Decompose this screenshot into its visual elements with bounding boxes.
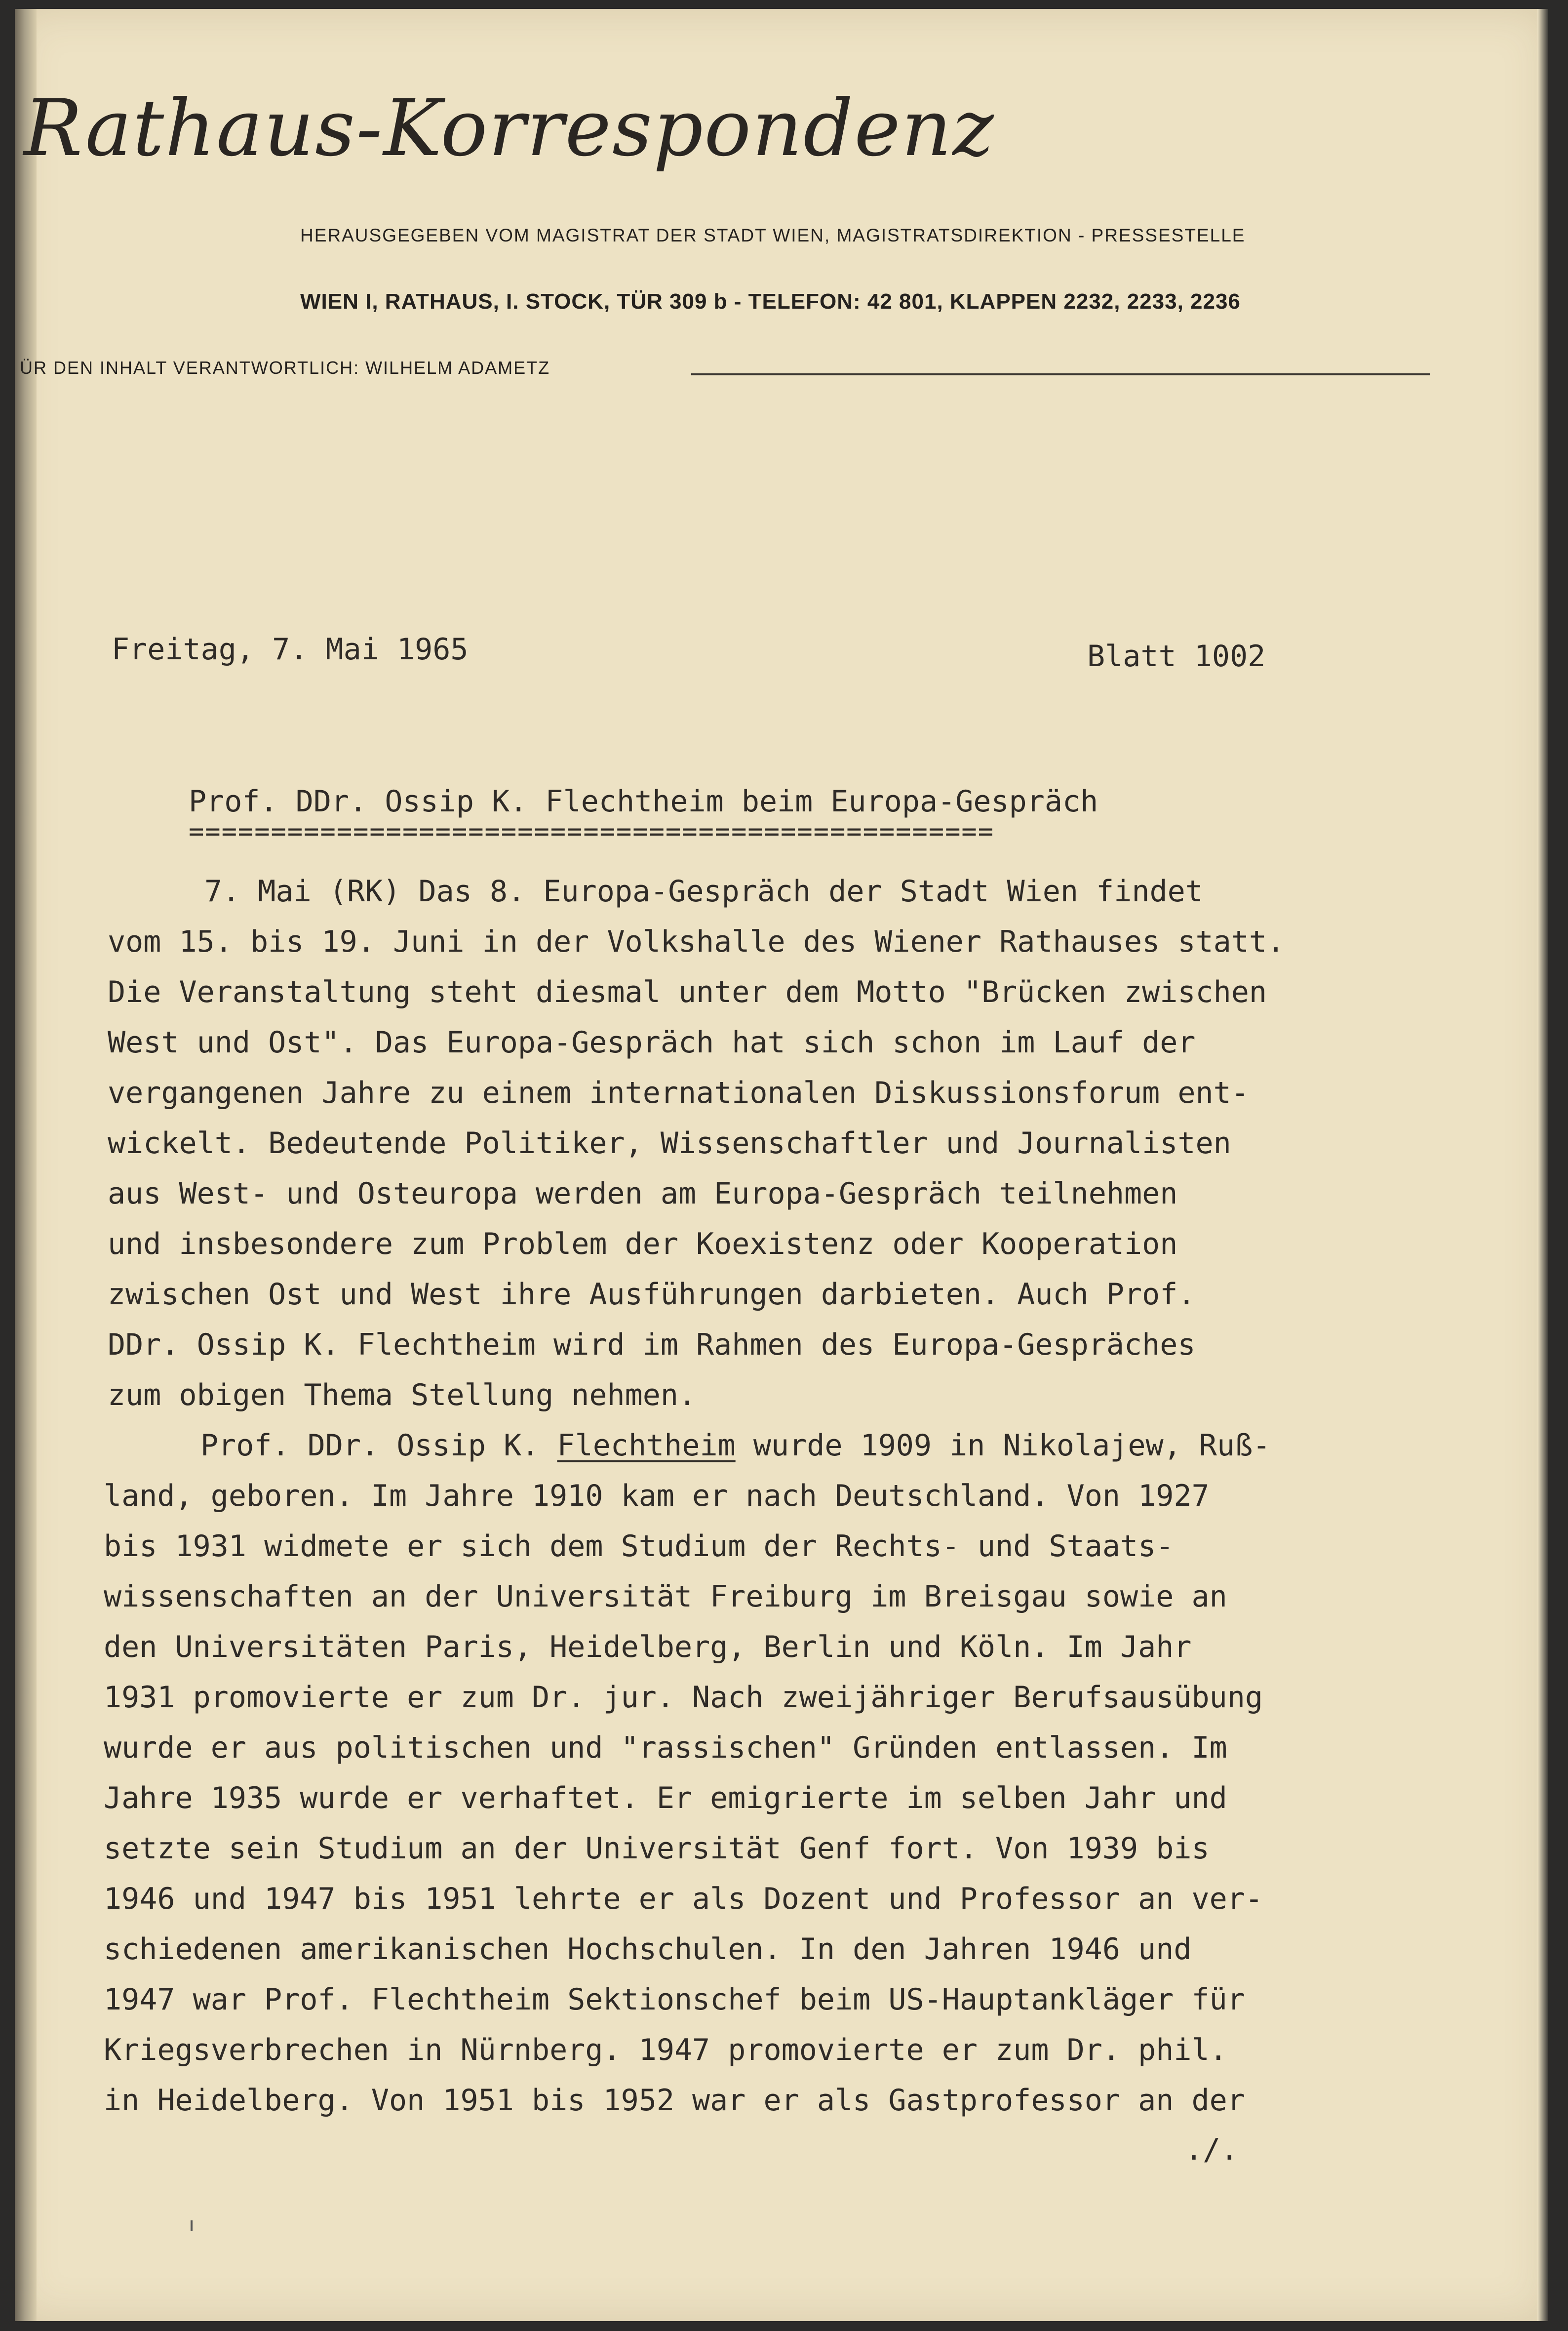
dateline: Freitag, 7. Mai 1965 (112, 632, 469, 667)
body-line: 7. Mai (RK) Das 8. Europa-Gespräch der Stadt Wien findet (204, 874, 1203, 909)
headline-rule: ================================================= (189, 817, 995, 846)
body-line: aus West- und Osteuropa werden am Europa-Gespräch teilnehmen (108, 1176, 1178, 1211)
publisher-line: HERAUSGEGEBEN VOM MAGISTRAT DER STADT WIEN, MAGISTRATSDIREKTION - PRESSESTELLE (300, 225, 1246, 245)
body-line: wickelt. Bedeutende Politiker, Wissenschaftler und Journalisten (108, 1126, 1231, 1161)
body-line: zwischen Ost und West ihre Ausführungen darbieten. Auch Prof. (108, 1277, 1196, 1312)
address-line: WIEN I, RATHAUS, I. STOCK, TÜR 309 b - TELEFON: 42 801, KLAPPEN 2232, 2233, 2236 (300, 289, 1241, 314)
body-line: den Universitäten Paris, Heidelberg, Berlin und Köln. Im Jahr (104, 1630, 1192, 1664)
bio-name: Flechtheim (557, 1428, 736, 1463)
body-line: wurde er aus politischen und "rassischen" Gründen entlassen. Im (104, 1730, 1227, 1765)
body-line: in Heidelberg. Von 1951 bis 1952 war er als Gastprofessor an der (104, 2083, 1245, 2118)
body-line: 1947 war Prof. Flechtheim Sektionschef beim US-Hauptankläger für (104, 1982, 1245, 2017)
body-line: schiedenen amerikanischen Hochschulen. In den Jahren 1946 und (104, 1932, 1192, 1967)
body-line: land, geboren. Im Jahre 1910 kam er nach Deutschland. Von 1927 (104, 1479, 1210, 1513)
body-line: Kriegsverbrechen in Nürnberg. 1947 promovierte er zum Dr. phil. (104, 2033, 1227, 2067)
body-line: wissenschaften an der Universität Freiburg im Breisgau sowie an (104, 1579, 1227, 1614)
margin-mark (191, 2220, 193, 2231)
body-line: Die Veranstaltung steht diesmal unter dem Motto "Brücken zwischen (108, 975, 1267, 1009)
responsible-editor-line: ÜR DEN INHALT VERANTWORTLICH: WILHELM ADAMETZ (20, 358, 550, 378)
body-line: DDr. Ossip K. Flechtheim wird im Rahmen des Europa-Gespräches (108, 1327, 1196, 1362)
bio-rest: wurde 1909 in Nikolajew, Ruß- (735, 1428, 1271, 1463)
page-edge (1537, 9, 1548, 2321)
body-line: 1931 promovierte er zum Dr. jur. Nach zweijähriger Berufsausübung (104, 1680, 1263, 1715)
bio-first-line (200, 1428, 1270, 1463)
binding-spine (15, 9, 37, 2321)
body-line: zum obigen Thema Stellung nehmen. (108, 1378, 697, 1412)
body-line: 1946 und 1947 bis 1951 lehrte er als Dozent und Professor an ver- (104, 1882, 1263, 1916)
article-headline: Prof. DDr. Ossip K. Flechtheim beim Europa-Gespräch (189, 784, 1098, 819)
body-line: Jahre 1935 wurde er verhaftet. Er emigrierte im selben Jahr und (104, 1781, 1227, 1815)
body-line: West und Ost". Das Europa-Gespräch hat sich schon im Lauf der (108, 1025, 1196, 1060)
body-line: vergangenen Jahre zu einem internationalen Diskussionsforum ent- (108, 1076, 1249, 1110)
continuation-mark: ./. (1185, 2132, 1239, 2167)
bio-lead: Prof. DDr. Ossip K. (200, 1428, 557, 1463)
body-line: vom 15. bis 19. Juni in der Volkshalle des Wiener Rathauses statt. (108, 924, 1285, 959)
body-line: bis 1931 widmete er sich dem Studium der Rechts- und Staats- (104, 1529, 1174, 1564)
header-rule (691, 373, 1430, 375)
masthead-title: Rathaus-Korrespondenz (24, 83, 995, 174)
body-line: und insbesondere zum Problem der Koexistenz oder Kooperation (108, 1227, 1178, 1261)
document-page (15, 9, 1548, 2321)
body-line: setzte sein Studium an der Universität Genf fort. Von 1939 bis (104, 1831, 1210, 1866)
sheet-number: Blatt 1002 (1087, 639, 1266, 674)
